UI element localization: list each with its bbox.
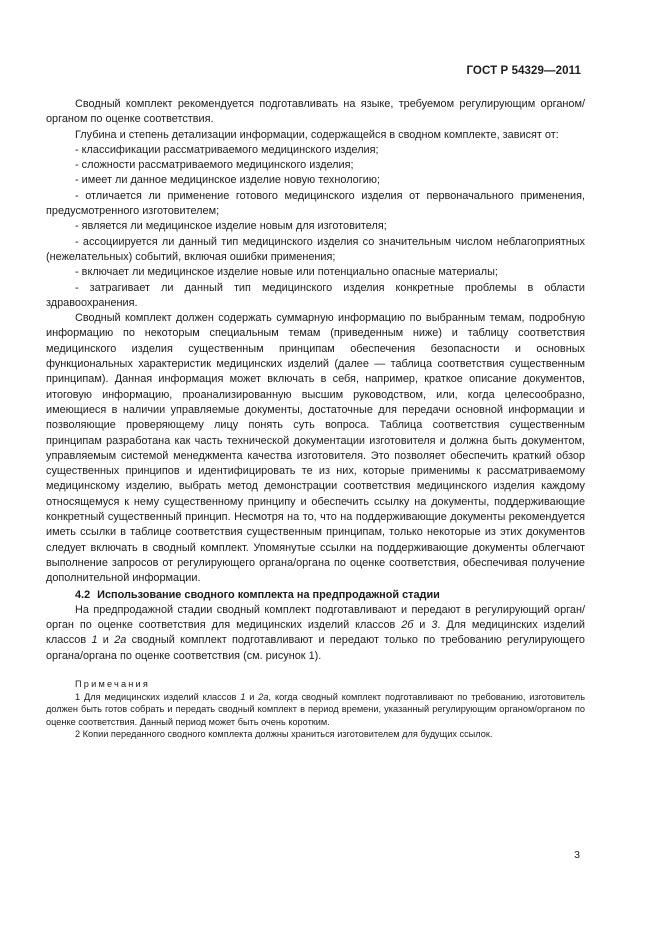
section-heading — [46, 588, 585, 603]
notes-block — [46, 678, 585, 741]
list-item: - затрагивает ли данный тип медицинского изделия конкретные проблемы в области здравоохранения. — [46, 281, 585, 309]
notes-title: Примечания — [75, 678, 151, 689]
page-number: 3 — [574, 849, 580, 861]
section-title: Использование сводного комплекта на предпродажной стадии — [97, 588, 440, 601]
paragraph-language: Сводный комплект рекомендуется подготавливать на языке, требуемом регулирующим органом/органом по оценке соответствия. — [46, 98, 585, 126]
list-item: - классификации рассматриваемого медицинского изделия; — [75, 143, 379, 156]
list-item: - ассоциируется ли данный тип медицинского изделия со значительным числом неблагоприятных (нежелательных) событий, включая ошибки применения; — [46, 235, 585, 263]
page-content — [46, 97, 585, 741]
list-item: - сложности рассматриваемого медицинского изделия; — [75, 159, 354, 172]
note-2: 2 Копии переданного сводного комплекта должны храниться изготовителем для будущих ссылок. — [75, 729, 493, 740]
list-item: - имеет ли данное медицинское изделие новую технологию; — [75, 174, 380, 187]
section-number: 4.2 — [75, 588, 91, 601]
paragraph-depth-intro: Глубина и степень детализации информации, содержащейся в сводном комплекте, зависят от: — [75, 128, 559, 141]
list-item: - включает ли медицинское изделие новые или потенциально опасные материалы; — [75, 266, 498, 279]
list-item: - является ли медицинское изделие новым для изготовителя; — [75, 220, 387, 233]
note-1: 1 Для медицинских изделий классов 1 и 2а, когда сводный комплект подготавливают по требованию, изготовитель должен быть готов собрать и передать сводный комплект в период времени, указанный регулирующим органом/органом по оценке соответствия. Данный период может быть очень коротким. — [46, 691, 585, 727]
paragraph-summary-content: Сводный комплект должен содержать суммарную информацию по выбранным темам, подробную информацию по некоторым специальным темам (приведенным ниже) и таблицу соответствия медицинского изделия существенным принципам обеспечения безопасности и основных функциональных характеристик медицинских изделий (далее — таблица соответствия существенным принципам). Данная информация может включать в себя, например, краткое описание документов, итоговую информацию, проанализированную высшим руководством, или, когда целесообразно, имеющиеся в наличии управляемые документы, достаточные для передачи основной информации и позволяющие проверяющему лицу понять суть вопроса. Таблица соответствия существенным принципам разработана как часть технической документации изготовителя и должна быть документом, управляемым системой менеджмента качества изготовителя. Это позволяет обеспечить краткий обзор существенных принципов и идентифицировать те из них, которые применимы к рассматриваемому медицинскому изделию, выбрать метод демонстрации соответствия медицинского изделия каждому относящемуся к нему существенному принципу и обеспечить ссылку на документы, поддерживающие конкретный существенный принцип. Несмотря на то, что на поддерживающие документы рекомендуется иметь ссылки в таблице соответствия существенным принципам, только некоторые из этих документов следует включать в сводный комплект. Упомянутые ссылки на поддерживающие документы облегчают выполнение запросов от регулирующего органа/органа по оценке соответствия, обеспечивая получение дополнительной информации. — [46, 312, 585, 585]
list-item: - отличается ли применение готового медицинского изделия от первоначального применения, предусмотренного изготовителем; — [46, 189, 585, 218]
section-paragraph: На предпродажной стадии сводный комплект подготавливают и передают в регулирующий орган/орган по оценке соответствия для медицинских изделий классов 2б и 3. Для медицинских изделий классов 1 и 2а сводный комплект подготавливают и передают только по требованию регулирующего органа/органа по оценке соответствия (см. рисунок 1). — [46, 603, 585, 662]
document-code: ГОСТ Р 54329—2011 — [466, 65, 581, 77]
